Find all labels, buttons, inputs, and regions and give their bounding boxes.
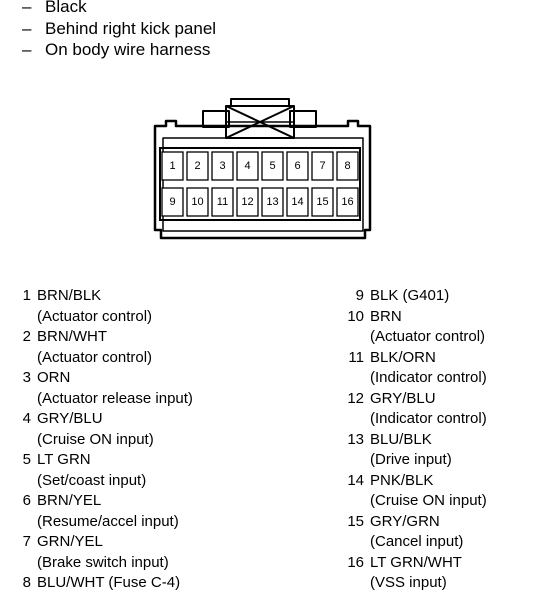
wire-color: LT GRN — [37, 451, 91, 468]
pin-label-10: 10 — [191, 196, 204, 208]
pin-number: 7 — [22, 533, 31, 550]
pin-entry-10 — [339, 307, 487, 348]
pin-label-11: 11 — [216, 196, 229, 208]
circuit-description: (Indicator control) — [370, 369, 487, 386]
wire-color: GRN/YEL — [37, 533, 103, 550]
circuit-description: (Set/coast input) — [37, 471, 147, 489]
header-color: Black — [45, 0, 87, 16]
wire-color: LT GRN/WHT — [370, 553, 462, 571]
pin-number: 16 — [347, 553, 364, 571]
circuit-description: (Actuator control) — [37, 348, 153, 366]
wire-color: PNK/BLK — [370, 471, 434, 489]
pin-number: 10 — [347, 307, 364, 325]
pin-label-5: 5 — [269, 160, 276, 172]
pin-number: 14 — [347, 471, 364, 489]
pin-number: 11 — [348, 348, 364, 366]
circuit-description: (Resume/accel input) — [37, 512, 179, 530]
circuit-description: (Cancel input) — [370, 533, 464, 550]
wire-color: BLU/WHT (Fuse C-4) — [37, 574, 181, 591]
pin-label-6: 6 — [294, 160, 301, 172]
pin-label-16: 16 — [341, 196, 354, 208]
pin-entry-15 — [339, 512, 487, 553]
pin-entry-16 — [339, 553, 487, 594]
pin-number: 13 — [347, 430, 364, 448]
wire-color: GRY/BLU — [37, 410, 103, 427]
wire-color: GRY/GRN — [370, 512, 440, 530]
wire-color: ORN — [37, 369, 71, 386]
pin-entry-13 — [339, 430, 487, 471]
pin-label-13: 13 — [266, 196, 279, 208]
wire-color: BRN — [370, 307, 402, 325]
pin-entry-6 — [6, 491, 193, 532]
connector-diagram — [0, 0, 544, 290]
pin-entry-4 — [6, 409, 193, 450]
pin-entry-9 — [339, 286, 487, 307]
header-location: Behind right kick panel — [45, 18, 217, 38]
pin-entry-12 — [339, 389, 487, 430]
pin-grid — [160, 148, 360, 220]
wire-color: BRN/WHT — [37, 328, 107, 345]
pin-label-9: 9 — [169, 196, 176, 208]
circuit-description: (Cruise ON input) — [37, 430, 154, 448]
pin-number: 2 — [22, 328, 31, 345]
circuit-description: (Cruise ON input) — [370, 492, 487, 509]
pin-legend-left — [6, 286, 193, 594]
pin-number: 8 — [22, 574, 31, 591]
pin-number: 12 — [347, 389, 364, 407]
pin-entry-3 — [6, 368, 193, 409]
header-harness: On body wire harness — [45, 40, 211, 59]
pin-number: 1 — [22, 287, 31, 304]
wire-color: BLK (G401) — [370, 287, 450, 304]
pin-number: 6 — [22, 492, 31, 509]
pin-number: 4 — [22, 410, 31, 427]
pin-label-4: 4 — [244, 160, 251, 172]
pin-entry-8 — [6, 573, 193, 594]
circuit-description: (Indicator control) — [370, 410, 487, 427]
pin-label-3: 3 — [219, 160, 226, 172]
wire-color: GRY/BLU — [370, 389, 436, 407]
pin-label-2: 2 — [194, 160, 201, 172]
wire-color: BRN/YEL — [37, 492, 102, 509]
circuit-description: (Brake switch input) — [37, 553, 169, 571]
wire-color: BLU/BLK — [370, 430, 432, 448]
pin-label-7: 7 — [319, 160, 326, 172]
header-color-line: – Black — [22, 0, 216, 18]
pin-label-1: 1 — [169, 160, 176, 172]
wire-color: BLK/ORN — [370, 348, 436, 366]
wire-color: BRN/BLK — [37, 287, 102, 304]
header-location-line: – Behind right kick panel — [22, 18, 217, 38]
pin-label-12: 12 — [241, 196, 254, 208]
pin-label-14: 14 — [291, 196, 304, 208]
circuit-description: (Actuator control) — [370, 328, 486, 345]
header-harness-line: – On body wire harness — [22, 40, 211, 59]
pin-number: 3 — [22, 369, 31, 386]
pin-number: 5 — [22, 451, 31, 468]
circuit-description: (Drive input) — [370, 451, 452, 468]
pin-entry-2 — [6, 327, 193, 368]
circuit-description: (Actuator control) — [37, 307, 153, 325]
pin-entry-7 — [6, 532, 193, 573]
pin-label-15: 15 — [316, 196, 329, 208]
pin-legend-right — [339, 286, 487, 594]
pin-entry-14 — [339, 471, 487, 512]
pin-number: 9 — [355, 287, 364, 304]
pin-entry-1 — [6, 286, 193, 327]
circuit-description: (VSS input) — [370, 574, 447, 591]
pin-entry-5 — [6, 450, 193, 491]
pin-entry-11 — [339, 348, 487, 389]
pin-label-8: 8 — [344, 160, 351, 172]
circuit-description: (Actuator release input) — [37, 389, 193, 407]
pin-number: 15 — [347, 512, 364, 530]
